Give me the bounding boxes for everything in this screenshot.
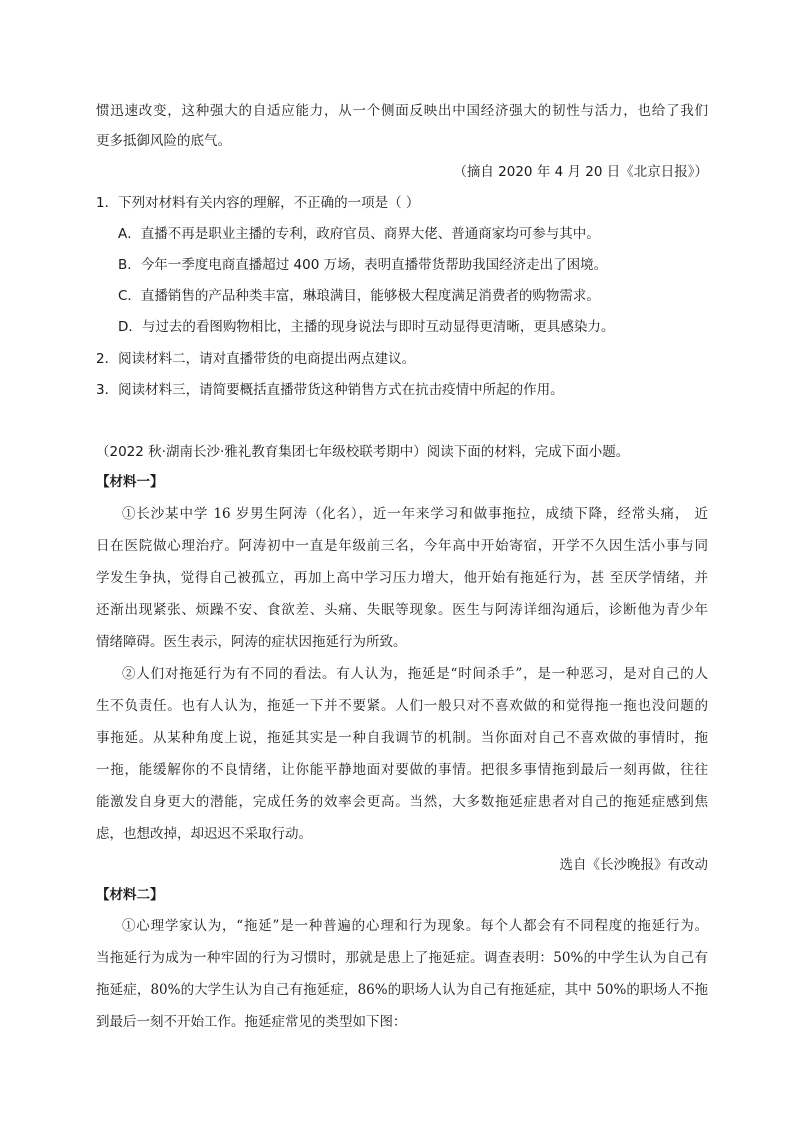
material-2-paragraph-1-line: 拖延症，80%的大学生认为自己有拖延症，86%的职场人认为自己有拖延症，其中 50%的职场人不拖: [96, 982, 708, 998]
material-1-paragraph-2-line: 能激发自身更大的潜能，完成任务的效率会更高。当然，大多数拖延症患者对自己的拖延症感到焦: [96, 794, 708, 810]
question-3: 3．阅读材料三，请简要概括直播带货这种销售方式在抗击疫情中所起的作用。: [96, 382, 564, 398]
passage-text-line: 更多抵御风险的底气。: [96, 133, 231, 149]
material-1-paragraph-2-line: 生不负责任。也有人认为，拖延一下并不要紧。人们一般只对不喜欢做的和觉得拖一拖也没问题的: [96, 698, 708, 714]
question-2: 2．阅读材料二，请对直播带货的电商提出两点建议。: [96, 351, 416, 367]
section-intro: （2022 秋·湖南长沙·雅礼教育集团七年级校联考期中）阅读下面的材料，完成下面小题。: [96, 444, 630, 460]
question-1-stem: 1．下列对材料有关内容的理解，不正确的一项是（ ）: [96, 195, 420, 211]
question-1-option-d: D．与过去的看图购物相比，主播的现身说法与即时互动显得更清晰，更具感染力。: [118, 319, 615, 335]
passage-text-line: 惯迅速改变，这种强大的自适应能力，从一个侧面反映出中国经济强大的韧性与活力，也给了我们: [96, 103, 708, 119]
material-1-paragraph-2-line: 一拖，能缓解你的不良情绪，让你能平静地面对要做的事情。把很多事情拖到最后一刻再做，往往: [96, 762, 708, 778]
material-1-paragraph-2-line: ②人们对拖延行为有不同的看法。有人认为，拖延是“时间杀手”，是一种恶习，是对自己的人: [122, 666, 708, 682]
material-1-heading: 【材料一】: [96, 474, 164, 490]
question-1-option-a: A．直播不再是职业主播的专利，政府官员、商界大佬、普通商家均可参与其中。: [118, 226, 600, 242]
passage-source: （摘自 2020 年 4 月 20 日《北京日报》）: [453, 164, 708, 180]
material-1-paragraph-2-line: 虑，也想改掉，却迟迟不采取行动。: [96, 826, 312, 842]
material-1-paragraph-1-line: 情绪障碍。医生表示，阿涛的症状因拖延行为所致。: [96, 634, 407, 650]
material-1-paragraph-1-line: ①长沙某中学 16 岁男生阿涛（化名），近一年来学习和做事拖拉，成绩下降，经常头痛， 近: [122, 506, 708, 522]
material-1-source: 选自《长沙晚报》有改动: [559, 857, 708, 873]
material-2-paragraph-1-line: 到最后一刻不开始工作。拖延症常见的类型如下图：: [96, 1014, 407, 1030]
material-1-paragraph-1-line: 还渐出现紧张、烦躁不安、食欲差、头痛、失眠等现象。医生与阿涛详细沟通后，诊断他为青少年: [96, 602, 708, 618]
question-1-option-b: B．今年一季度电商直播超过 400 万场，表明直播带货帮助我国经济走出了困境。: [118, 257, 608, 273]
material-2-paragraph-1-line: ①心理学家认为，“拖延”是一种普遍的心理和行为现象。每个人都会有不同程度的拖延行为。: [122, 918, 708, 934]
material-1-paragraph-1-line: 学发生争执，觉得自己被孤立，再加上高中学习压力增大，他开始有拖延行为，甚 至厌学情绪，并: [96, 570, 708, 586]
question-1-option-c: C．直播销售的产品种类丰富，琳琅满目，能够极大程度满足消费者的购物需求。: [118, 288, 600, 304]
material-1-paragraph-1-line: 日在医院做心理治疗。阿涛初中一直是年级前三名，今年高中开始寄宿，开学不久因生活小事与同: [96, 538, 708, 554]
material-1-paragraph-2-line: 事拖延。从某种角度上说，拖延其实是一种自我调节的机制。当你面对自己不喜欢做的事情时，拖: [96, 730, 708, 746]
material-2-heading: 【材料二】: [96, 887, 164, 903]
material-2-paragraph-1-line: 当拖延行为成为一种牢固的行为习惯时，那就是患上了拖延症。调查表明：50%的中学生认为自己有: [96, 950, 708, 966]
